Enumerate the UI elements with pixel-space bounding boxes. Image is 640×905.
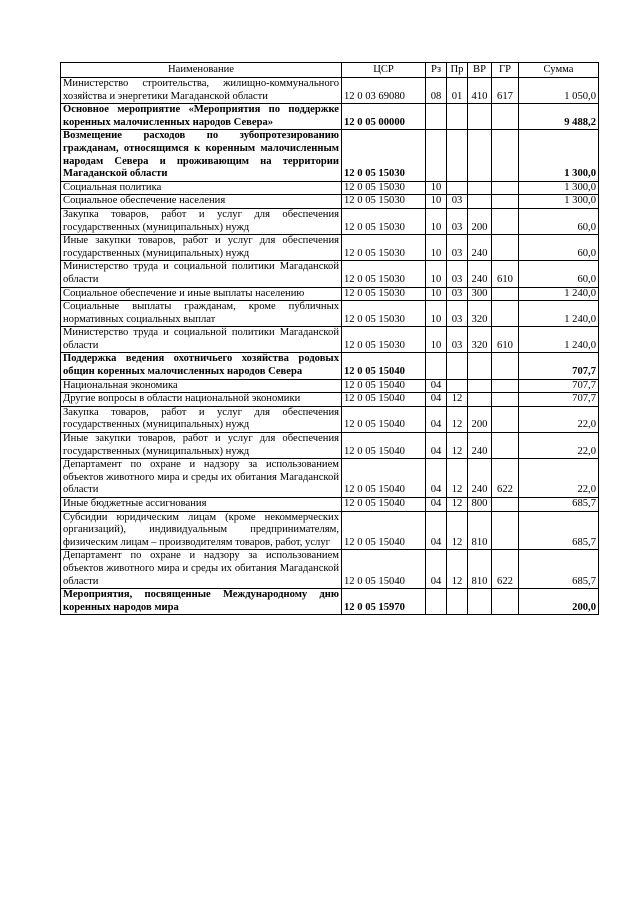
cell-pr: 03: [447, 287, 468, 301]
table-row: [61, 301, 599, 327]
cell-sum: 9 488,2: [519, 104, 599, 130]
cell-vr: 240: [468, 433, 492, 459]
table-row: [61, 353, 599, 379]
cell-rz: 04: [426, 459, 447, 498]
cell-pr: [447, 130, 468, 181]
cell-name: Министерство труда и социальной политики Магаданской области: [61, 327, 342, 353]
cell-pr: 12: [447, 406, 468, 432]
cell-pr: [447, 589, 468, 615]
cell-gr: [492, 181, 519, 195]
cell-pr: 12: [447, 511, 468, 550]
cell-csr: 12 0 05 15040: [342, 511, 426, 550]
cell-csr: 12 0 05 15030: [342, 261, 426, 287]
cell-name: Социальное обеспечение населения: [61, 195, 342, 209]
cell-vr: 240: [468, 459, 492, 498]
cell-sum: 707,7: [519, 353, 599, 379]
table-row: [61, 511, 599, 550]
cell-rz: [426, 130, 447, 181]
cell-gr: 617: [492, 78, 519, 104]
cell-csr: 12 0 03 69080: [342, 78, 426, 104]
cell-pr: 03: [447, 208, 468, 234]
cell-vr: 300: [468, 287, 492, 301]
cell-sum: 1 240,0: [519, 301, 599, 327]
cell-sum: 685,7: [519, 498, 599, 512]
cell-csr: 12 0 05 15040: [342, 550, 426, 589]
table-row: [61, 261, 599, 287]
cell-rz: 10: [426, 261, 447, 287]
cell-rz: [426, 104, 447, 130]
table-row: [61, 181, 599, 195]
cell-rz: 10: [426, 208, 447, 234]
cell-vr: [468, 379, 492, 393]
cell-vr: [468, 195, 492, 209]
cell-rz: [426, 589, 447, 615]
cell-sum: 60,0: [519, 235, 599, 261]
cell-csr: 12 0 05 15040: [342, 353, 426, 379]
cell-rz: 04: [426, 379, 447, 393]
cell-vr: 240: [468, 261, 492, 287]
cell-csr: 12 0 05 15040: [342, 393, 426, 407]
table-row: [61, 393, 599, 407]
cell-csr: 12 0 05 15030: [342, 181, 426, 195]
cell-name: Закупка товаров, работ и услуг для обеспечения государственных (муниципальных) нужд: [61, 208, 342, 234]
cell-gr: 610: [492, 327, 519, 353]
cell-name: Иные закупки товаров, работ и услуг для обеспечения государственных (муниципальных) нужд: [61, 433, 342, 459]
table-row: [61, 406, 599, 432]
cell-vr: 800: [468, 498, 492, 512]
cell-gr: [492, 301, 519, 327]
cell-rz: 04: [426, 433, 447, 459]
cell-pr: [447, 104, 468, 130]
cell-sum: 707,7: [519, 379, 599, 393]
cell-name: Основное мероприятие «Мероприятия по поддержке коренных малочисленных народов Севера»: [61, 104, 342, 130]
table-row: [61, 235, 599, 261]
cell-vr: [468, 393, 492, 407]
cell-gr: [492, 104, 519, 130]
cell-pr: 03: [447, 195, 468, 209]
cell-rz: 04: [426, 498, 447, 512]
cell-rz: 10: [426, 287, 447, 301]
cell-rz: 10: [426, 181, 447, 195]
cell-name: Другие вопросы в области национальной экономики: [61, 393, 342, 407]
cell-sum: 60,0: [519, 208, 599, 234]
table-row: [61, 78, 599, 104]
table-row: [61, 130, 599, 181]
cell-name: Департамент по охране и надзору за использованием объектов животного мира и среды их обитания Магаданской области: [61, 550, 342, 589]
cell-vr: [468, 130, 492, 181]
cell-pr: 12: [447, 459, 468, 498]
cell-vr: 200: [468, 208, 492, 234]
cell-sum: 1 240,0: [519, 327, 599, 353]
table-row: [61, 498, 599, 512]
cell-name: Национальная экономика: [61, 379, 342, 393]
cell-rz: 08: [426, 78, 447, 104]
cell-pr: 01: [447, 78, 468, 104]
cell-name: Департамент по охране и надзору за использованием объектов животного мира и среды их обитания Магаданской области: [61, 459, 342, 498]
header-csr: ЦСР: [342, 63, 426, 78]
cell-rz: 04: [426, 511, 447, 550]
cell-csr: 12 0 05 15030: [342, 327, 426, 353]
cell-pr: [447, 181, 468, 195]
cell-gr: 610: [492, 261, 519, 287]
cell-gr: [492, 433, 519, 459]
cell-csr: 12 0 05 00000: [342, 104, 426, 130]
cell-sum: 707,7: [519, 393, 599, 407]
cell-gr: 622: [492, 550, 519, 589]
cell-csr: 12 0 05 15040: [342, 498, 426, 512]
cell-vr: 410: [468, 78, 492, 104]
header-vr: ВР: [468, 63, 492, 78]
cell-csr: 12 0 05 15030: [342, 301, 426, 327]
cell-sum: 22,0: [519, 459, 599, 498]
cell-sum: 1 300,0: [519, 181, 599, 195]
cell-name: Социальная политика: [61, 181, 342, 195]
cell-sum: 1 300,0: [519, 130, 599, 181]
cell-vr: [468, 104, 492, 130]
cell-gr: [492, 393, 519, 407]
table-row: [61, 459, 599, 498]
header-pr: Пр: [447, 63, 468, 78]
cell-sum: 1 240,0: [519, 287, 599, 301]
table-header: [61, 63, 599, 78]
header-gr: ГР: [492, 63, 519, 78]
header-rz: Рз: [426, 63, 447, 78]
table-row: [61, 327, 599, 353]
cell-pr: 03: [447, 235, 468, 261]
cell-gr: [492, 287, 519, 301]
budget-table: [60, 62, 599, 615]
table-row: [61, 589, 599, 615]
cell-rz: 10: [426, 195, 447, 209]
table-row: [61, 287, 599, 301]
table-body: [61, 78, 599, 615]
cell-name: Мероприятия, посвященные Международному дню коренных народов мира: [61, 589, 342, 615]
cell-csr: 12 0 05 15030: [342, 235, 426, 261]
cell-rz: 10: [426, 327, 447, 353]
cell-name: Субсидии юридическим лицам (кроме некоммерческих организаций), индивидуальным предпринимателям, физическим лицам – производителям товаров, работ, услуг: [61, 511, 342, 550]
cell-name: Министерство труда и социальной политики Магаданской области: [61, 261, 342, 287]
cell-gr: [492, 498, 519, 512]
cell-vr: 810: [468, 550, 492, 589]
cell-sum: 200,0: [519, 589, 599, 615]
cell-vr: 240: [468, 235, 492, 261]
cell-vr: [468, 353, 492, 379]
cell-rz: 10: [426, 301, 447, 327]
table-row: [61, 433, 599, 459]
cell-csr: 12 0 05 15030: [342, 208, 426, 234]
cell-vr: 320: [468, 301, 492, 327]
cell-pr: 03: [447, 301, 468, 327]
cell-vr: [468, 181, 492, 195]
cell-name: Поддержка ведения охотничьего хозяйства родовых общин коренных малочисленных народов Севера: [61, 353, 342, 379]
cell-gr: [492, 208, 519, 234]
cell-pr: 12: [447, 498, 468, 512]
cell-rz: [426, 353, 447, 379]
cell-name: Иные закупки товаров, работ и услуг для обеспечения государственных (муниципальных) нужд: [61, 235, 342, 261]
cell-vr: [468, 589, 492, 615]
table-row: [61, 195, 599, 209]
table-row: [61, 550, 599, 589]
cell-name: Социальное обеспечение и иные выплаты населению: [61, 287, 342, 301]
cell-name: Социальные выплаты гражданам, кроме публичных нормативных социальных выплат: [61, 301, 342, 327]
cell-sum: 22,0: [519, 433, 599, 459]
cell-gr: [492, 353, 519, 379]
cell-gr: [492, 195, 519, 209]
cell-gr: [492, 235, 519, 261]
cell-vr: 200: [468, 406, 492, 432]
cell-csr: 12 0 05 15030: [342, 287, 426, 301]
cell-gr: [492, 511, 519, 550]
cell-gr: 622: [492, 459, 519, 498]
cell-name: Возмещение расходов по зубопротезированию гражданам, относящимся к коренным малочисленным народам Севера и проживающим на территории Магаданской области: [61, 130, 342, 181]
cell-csr: 12 0 05 15040: [342, 459, 426, 498]
cell-csr: 12 0 05 15030: [342, 195, 426, 209]
cell-csr: 12 0 05 15030: [342, 130, 426, 181]
cell-gr: [492, 406, 519, 432]
cell-pr: 12: [447, 393, 468, 407]
cell-name: Министерство строительства, жилищно-коммунального хозяйства и энергетики Магаданской области: [61, 78, 342, 104]
cell-vr: 810: [468, 511, 492, 550]
cell-rz: 10: [426, 235, 447, 261]
header-name: Наименование: [61, 63, 342, 78]
cell-pr: 12: [447, 550, 468, 589]
cell-pr: [447, 353, 468, 379]
header-sum: Сумма: [519, 63, 599, 78]
table-row: [61, 208, 599, 234]
cell-csr: 12 0 05 15970: [342, 589, 426, 615]
cell-gr: [492, 130, 519, 181]
cell-sum: 1 050,0: [519, 78, 599, 104]
cell-name: Закупка товаров, работ и услуг для обеспечения государственных (муниципальных) нужд: [61, 406, 342, 432]
cell-sum: 60,0: [519, 261, 599, 287]
cell-gr: [492, 589, 519, 615]
cell-sum: 22,0: [519, 406, 599, 432]
cell-sum: 685,7: [519, 550, 599, 589]
cell-csr: 12 0 05 15040: [342, 433, 426, 459]
table-row: [61, 104, 599, 130]
cell-csr: 12 0 05 15040: [342, 406, 426, 432]
table-row: [61, 379, 599, 393]
cell-gr: [492, 379, 519, 393]
cell-rz: 04: [426, 406, 447, 432]
cell-rz: 04: [426, 550, 447, 589]
cell-pr: [447, 379, 468, 393]
cell-sum: 1 300,0: [519, 195, 599, 209]
cell-sum: 685,7: [519, 511, 599, 550]
cell-vr: 320: [468, 327, 492, 353]
cell-rz: 04: [426, 393, 447, 407]
cell-name: Иные бюджетные ассигнования: [61, 498, 342, 512]
cell-pr: 03: [447, 327, 468, 353]
cell-pr: 03: [447, 261, 468, 287]
cell-pr: 12: [447, 433, 468, 459]
cell-csr: 12 0 05 15040: [342, 379, 426, 393]
